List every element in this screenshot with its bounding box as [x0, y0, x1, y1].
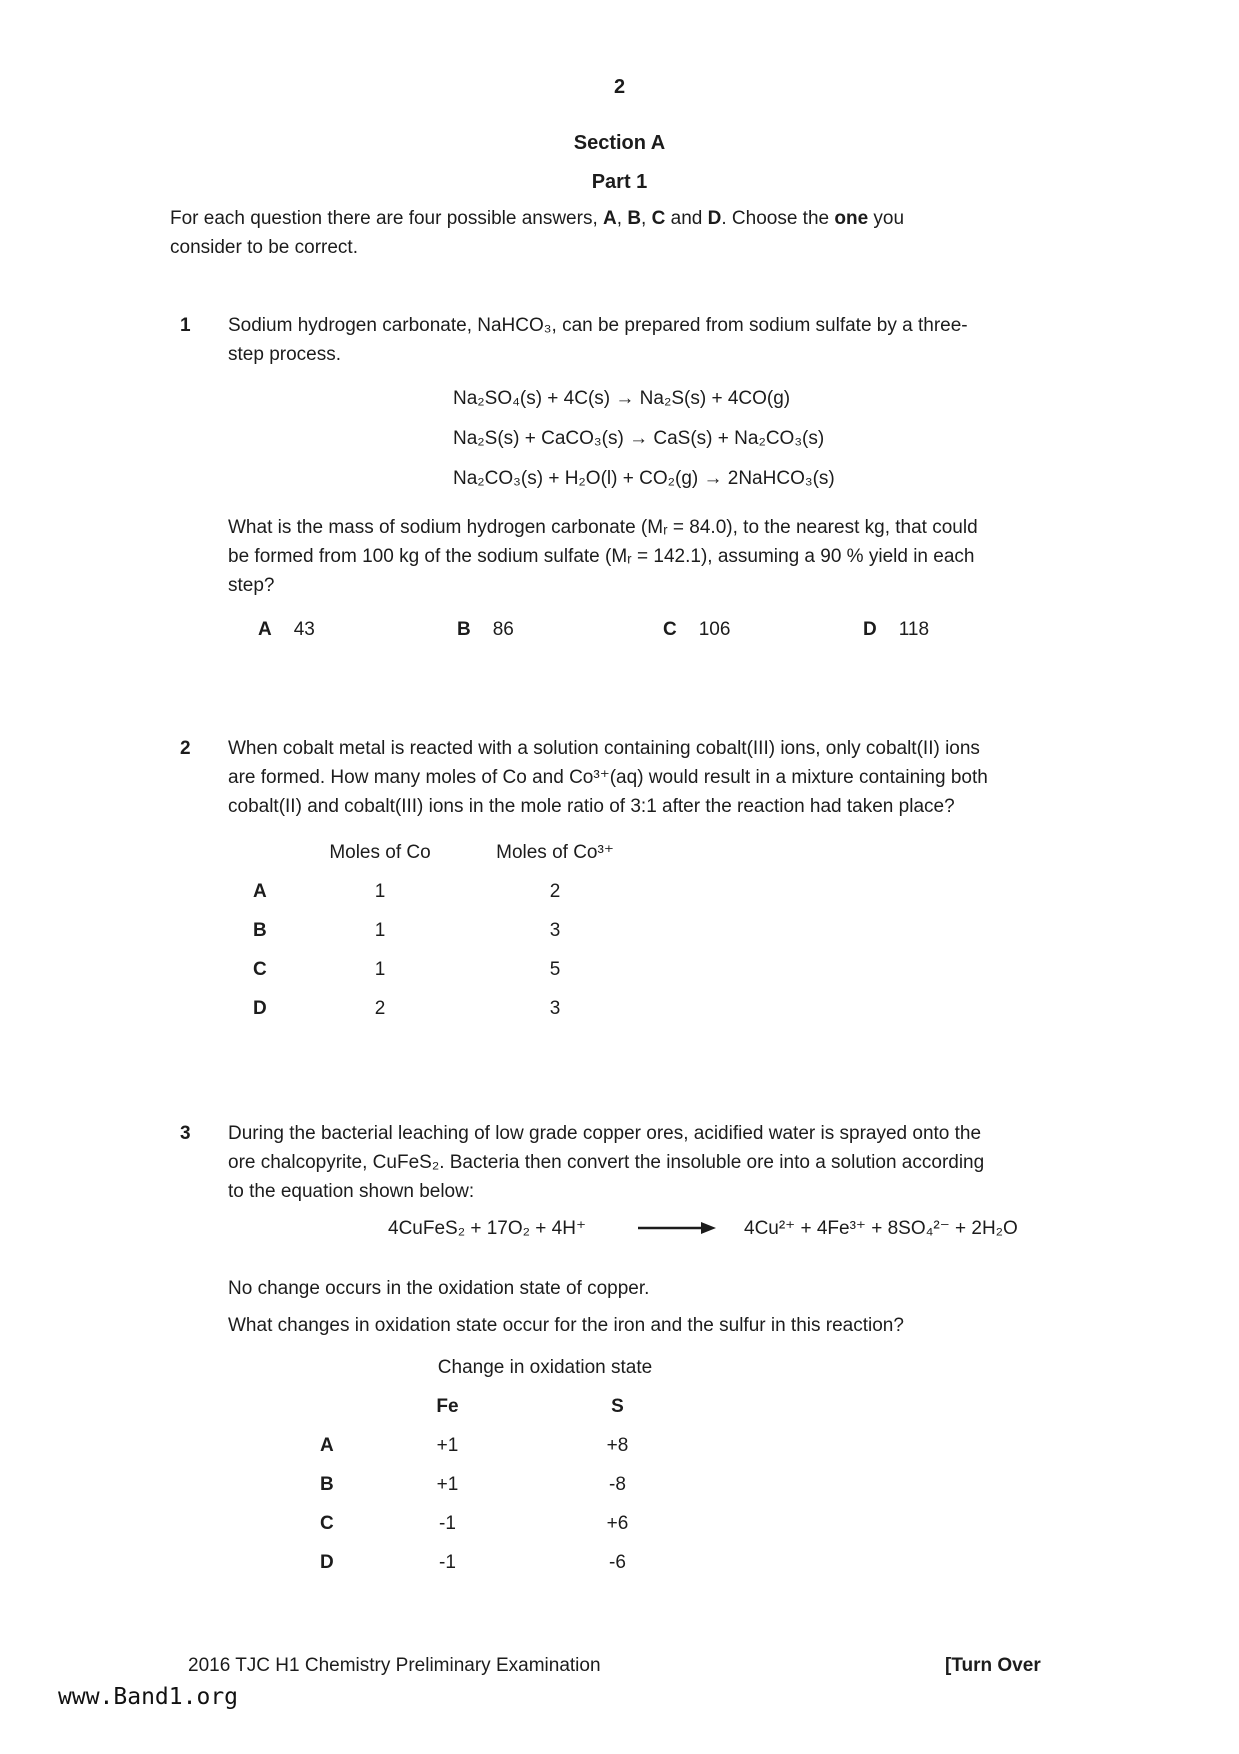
question-3-question: What changes in oxidation state occur for the iron and the sulfur in this reaction? — [228, 1315, 904, 1336]
question-text-line: be formed from 100 kg of the sodium sulfate (Mᵣ = 142.1), assuming a 90 % yield in each — [228, 546, 975, 567]
option-a — [258, 616, 315, 644]
row-letter: D — [253, 998, 267, 1019]
table-spacer — [320, 1348, 375, 1387]
table-header-s: S — [611, 1396, 624, 1417]
row-value: +6 — [606, 1513, 629, 1534]
table-spacer — [320, 1387, 375, 1426]
question-3-table — [320, 1348, 715, 1582]
question-1-intro — [228, 311, 968, 369]
question-1-options — [0, 616, 1239, 644]
row-value: 2 — [549, 881, 561, 902]
row-value: 5 — [549, 959, 561, 980]
watermark-url: www.Band1.org — [58, 1684, 239, 1710]
row-letter: B — [320, 1474, 334, 1495]
question-text-line: step process. — [228, 344, 341, 365]
option-value: 86 — [492, 619, 514, 640]
instructions-line: consider to be correct. — [170, 237, 358, 258]
table-header-fe: Fe — [436, 1396, 459, 1417]
question-text-line: to the equation shown below: — [228, 1181, 475, 1202]
table-header-moles-co3: Moles of Co³⁺ — [496, 842, 614, 863]
row-letter: C — [253, 959, 267, 980]
turn-over-label: [Turn Over — [945, 1655, 1041, 1676]
option-b — [457, 616, 514, 644]
question-1-equations — [453, 379, 835, 499]
row-value: 1 — [374, 920, 386, 941]
row-value: 1 — [374, 959, 386, 980]
question-3-intro — [228, 1119, 984, 1206]
question-2-table — [253, 833, 650, 1028]
option-letter: B — [457, 619, 471, 640]
table-header-change: Change in oxidation state — [437, 1357, 653, 1378]
question-text-line: What is the mass of sodium hydrogen carbonate (Mᵣ = 84.0), to the nearest kg, that could — [228, 517, 978, 538]
instructions — [170, 204, 904, 262]
row-letter: C — [320, 1513, 334, 1534]
reaction-arrow-icon — [638, 1221, 716, 1235]
row-value: +1 — [436, 1435, 459, 1456]
footer-exam-title: 2016 TJC H1 Chemistry Preliminary Examination — [188, 1655, 601, 1676]
row-value: -1 — [439, 1513, 456, 1534]
row-letter: A — [253, 881, 267, 902]
chemical-equation: Na₂S(s) + CaCO₃(s) → CaS(s) + Na₂CO₃(s) — [453, 428, 825, 449]
question-2-intro — [228, 734, 988, 821]
question-1-number: 1 — [180, 315, 191, 336]
question-3-equation — [388, 1214, 1018, 1242]
table-header-moles-co: Moles of Co — [329, 842, 431, 863]
row-value: 3 — [549, 920, 561, 941]
section-heading: Section A — [573, 132, 666, 154]
row-letter: D — [320, 1552, 334, 1573]
part-heading: Part 1 — [591, 171, 648, 193]
question-3-number: 3 — [180, 1123, 191, 1144]
row-value: 1 — [374, 881, 386, 902]
question-text-line: During the bacterial leaching of low grade copper ores, acidified water is sprayed onto the — [228, 1123, 982, 1144]
option-c — [663, 616, 730, 644]
row-value: +8 — [606, 1435, 629, 1456]
option-value: 118 — [898, 619, 930, 640]
question-text-line: cobalt(II) and cobalt(III) ions in the mole ratio of 3:1 after the reaction had taken place? — [228, 796, 955, 817]
option-value: 106 — [698, 619, 731, 640]
equation-lhs: 4CuFeS₂ + 17O₂ + 4H⁺ — [388, 1217, 586, 1239]
row-value: -1 — [439, 1552, 456, 1573]
row-letter: B — [253, 920, 267, 941]
question-3-note: No change occurs in the oxidation state of copper. — [228, 1278, 650, 1299]
option-letter: D — [863, 619, 877, 640]
question-text-line: Sodium hydrogen carbonate, NaHCO₃, can be prepared from sodium sulfate by a three- — [228, 315, 968, 336]
question-2-number: 2 — [180, 738, 191, 759]
row-value: 2 — [374, 998, 386, 1019]
question-text-line: step? — [228, 575, 275, 596]
option-d — [863, 616, 929, 644]
question-text-line: ore chalcopyrite, CuFeS₂. Bacteria then convert the insoluble ore into a solution according — [228, 1152, 985, 1173]
instructions-line: For each question there are four possible answers, A, B, C and D. Choose the one you — [170, 208, 905, 229]
option-letter: C — [663, 619, 677, 640]
chemical-equation: Na₂CO₃(s) + H₂O(l) + CO₂(g) → 2NaHCO₃(s) — [453, 468, 835, 489]
row-letter: A — [320, 1435, 334, 1456]
chemical-equation: Na₂SO₄(s) + 4C(s) → Na₂S(s) + 4CO(g) — [453, 388, 791, 409]
page-number: 2 — [613, 76, 626, 98]
question-text-line: When cobalt metal is reacted with a solution containing cobalt(III) ions, only cobalt(II) ions — [228, 738, 980, 759]
table-spacer — [253, 833, 300, 872]
option-letter: A — [258, 619, 272, 640]
row-value: +1 — [436, 1474, 459, 1495]
row-value: -6 — [609, 1552, 626, 1573]
row-value: 3 — [549, 998, 561, 1019]
row-value: -8 — [609, 1474, 626, 1495]
question-1-body — [228, 513, 978, 600]
equation-rhs: 4Cu²⁺ + 4Fe³⁺ + 8SO₄²⁻ + 2H₂O — [744, 1217, 1018, 1239]
question-text-line: are formed. How many moles of Co and Co³⁺(aq) would result in a mixture containing both — [228, 767, 988, 788]
option-value: 43 — [293, 619, 315, 640]
